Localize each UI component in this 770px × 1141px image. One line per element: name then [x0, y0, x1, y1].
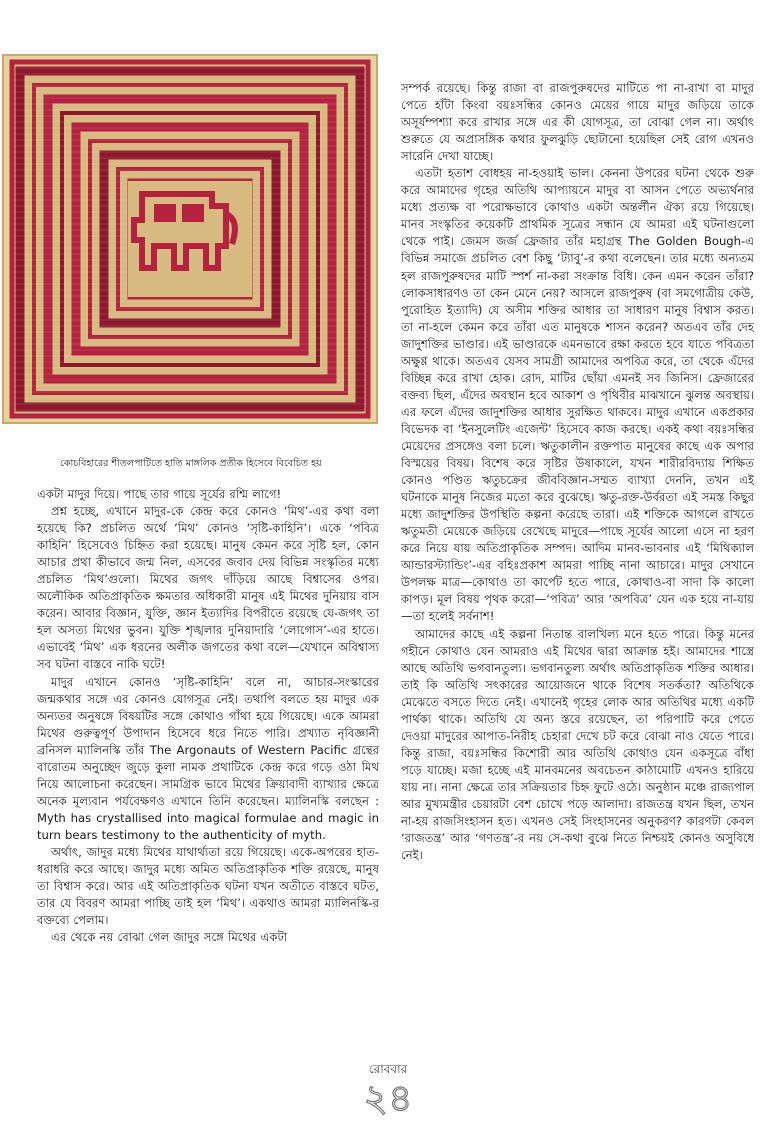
paragraph: একটা মাদুর দিয়ে। পাছে তার গায়ে সূর্যের রশ্মি লাগে!	[37, 487, 282, 501]
paragraph: অর্থাৎ, জাদুর মধ্যে মিথের যাথার্থ্যতা রয়ে গিয়েছে। একে-অপরের হাত-ধরাধরি করে আছে। জাদুর মধ্যে অমিত অতিপ্রাকৃতিক শক্তি রয়েছে, মানুষ তা বিশ্বাস করে। আর এই অতিপ্রাকৃতিক ঘটনা যখন অতীতে বাস্তবে ঘটত, তার যে বিবরণ আমরা পাচ্ছি তাই হল ‘মিথ’। একথাও আমরা ম্যালিনস্কি-র বক্তব্যে পেলাম।	[37, 844, 379, 928]
right-column	[401, 80, 754, 864]
magazine-name: রোববার	[368, 1062, 408, 1076]
paragraph: প্রশ্ন হচ্ছে, এখানে মাদুর-কে কেন্দ্র করে কোনও ‘মিথ’-এর কথা বলা হয়েছে কি? প্রচলিত অর্থে ‘মিথ’ কোনও ‘সৃষ্টি-কাহিনি’। একে ‘পবিত্র কাহিনি’ হিসেবেও চিহ্নিত করা হয়েছে। মানুষ কেমন করে সৃষ্টি হল, কোন আচার প্রথা কীভাবে জন্ম নিল, এসবের জবাব দেয় বিভিন্ন সংস্কৃতির মধ্যে প্রচলিত ‘মিথ’গুলো। মিথের জগৎ দাঁড়িয়ে আছে বিশ্বাসের ওপর। অলৌকিক অতিপ্রাকৃতিক ক্ষমতার অধিকারী মানুষ এই মিথের দুনিয়ায় বাস করেন। আবার বিজ্ঞান, যুক্তি, জ্ঞান ইত্যাদির বিপরীতে রয়েছে যে-জগৎ তা হল অসত্য মিথের ভুবন। যুক্তি শৃঙ্খলার দুনিয়াদারি ‘লোগোস’-এর হাতে। এভাবেই ‘মিথ’ এক ধরনের অলীক জগতের কথা বলে—যেখানে অবিশ্বাস্য সব ঘটনা বাস্তবে নাকি ঘটে!	[37, 504, 379, 672]
left-column	[37, 486, 379, 946]
woven-mat-elephant-image	[2, 54, 378, 424]
page-number: ২৪	[363, 1076, 413, 1120]
figure-caption: কোচবিহারের শীতলপাটিতে হাতি মাঙ্গলিক প্রতীক হিসেবে বিবেচিত হয়	[60, 458, 322, 469]
paragraph: আমাদের কাছে এই কল্পনা নিতান্ত বালখিল্য মনে হতে পারে। কিন্তু মনের গহীনে কোথাও যেন আমরাও এই মিথের দ্বারা আক্রান্ত হই। আমাদের শাস্ত্রে আছে অতিথি ভগবানতুল্য। ভগবানতুল্য অর্থাৎ অতিপ্রাকৃতিক শক্তির আধার। তাই কি অতিথি সৎকারের আয়োজনে থাকে বিশেষ সতর্কতা? অতিথিকে মেঝেতে বসতে দিতে নেই। এখানেই গৃহের লোক আর অতিথির মধ্যে একটি পার্থক্য থাকে। অতিথি যে অন্য স্তরে রয়েছেন, তা পরিপাটি করে পেতে দেওয়া মাদুরের আপাত-নিরীহ চেহারা দেখে চট করে বোঝা নাও যেতে পারে। কিন্তু রাজা, বয়ঃসন্ধির কিশোরী আর অতিথি কোথাও যেন একসূত্রে বাঁধা পড়ে যাচ্ছে। মজা হচ্ছে এই মানবমনের অবচেতন কাঠামোটি এখনও হারিয়ে যায় না। নানা ক্ষেত্রে তার সক্রিয়তার চিহ্ন ফুটে ওঠে। অনুষ্ঠান মঞ্চে রাজ্যপাল আর মুখ্যমন্ত্রীর চেয়ারটা বেশ চোখে পড়ে আলাদা। রাজতন্ত্র যখন ছিল, তখন না-হয় রাজসিংহাসন হত। এখনও সেই সিংহাসনের অনুকরণ? কারণটা কেবল ‘রাজতন্ত্র’ আর ‘গণতন্ত্র’-র নয় সে-কথা বুঝে নিতে নিশ্চয়ই কোনও অসুবিধে নেই।	[401, 626, 754, 863]
paragraph: মাদুর এখানে কোনও ‘সৃষ্টি-কাহিনি’ বলে না, আচার-সংস্কারের জন্মকথার সঙ্গে এর কোনও যোগসূত্র নেই। তথাপি বলতে হয় মাদুর এক অন্যতর অনুষঙ্গে বিষয়টির সঙ্গে কোথাও গাঁথা হয়ে গিয়েছে। একে আমরা মিথের গুরুত্বপূর্ণ উপাদান হিসেবে ধরে নিতে পারি। প্রখ্যাত নৃবিজ্ঞানী ব্রনিসল ম্যালিনস্কি তাঁর The Argonauts of Western Pacific গ্রন্থের বারোতম অনুচ্ছেদ জুড়ে কুলা নামক প্রথাটিকে কেন্দ্র করে গড়ে ওঠা মিথ নিয়ে আলোচনা করেছেন। সামগ্রিক ভাবে মিথের ক্রিয়াবাদী ব্যাখ্যার ক্ষেত্রে অনেক মূল্যবান পর্যবেক্ষণও এখানে তিনি করেছেন। ম্যালিনস্কি বলছেন : Myth has crystallised into magical formulae and magic in turn bears testimony to the authenticity of myth.	[37, 674, 379, 842]
paragraph: সম্পর্ক রয়েছে। কিন্তু রাজা বা রাজপুরুষদের মাটিতে পা না-রাখা বা মাদুর পেতে হাঁটা কিংবা বয়ঃসন্ধির কোনও মেয়ের গায়ে মাদুর জড়িয়ে তাকে অসূর্যম্পশ্যা করে রাখার সঙ্গে এর কী যোগসূত্র, তা বোঝা গেল না। অর্থাৎ শুরুতে যে অপ্রাসঙ্গিক কথার ফুলঝুড়ি ছোটানো হয়েছিল সেই রোগ এখনও সারেনি দেখা যাচ্ছে।	[401, 81, 754, 164]
paragraph: এতটা হতাশ বোধহয় না-হওয়াই ভাল। কেননা উপরের ঘটনা থেকে শুরু করে আমাদের গৃহের অতিথি আপ্যায়নে মাদুর বা আসন পেতে অভ্যর্থনার মধ্যে প্রত্যক্ষ বা পরোক্ষভাবে কোথাও একটা অন্তর্লীন ঐক্য রয়ে গিয়েছে। মানব সংস্কৃতির কয়েকটি প্রাথমিক সূত্রের সন্ধান যে আমরা এই ঘটনাগুলো থেকে পাই। জেমস জর্জ ফ্রেজার তাঁর মহাগ্রন্থ The Golden Bough-এ বিভিন্ন সমাজে প্রচলিত বেশ কিছু ‘ট্যাবু’-র কথা বলেছেন। তার মধ্যে অন্যতম হল রাজপুরুষদের মাটি স্পর্শ না-করা সংক্রান্ত বিধি। কেন এমন করেন তাঁরা? লোকসাধারণও তা কেন মেনে নেয়? আসলে রাজপুরুষ (বা সমগোত্রীয় কেউ, পুরোহিত ইত্যাদি) যে অসীম শক্তির আধার তা সাধারণ মানুষ বিশ্বাস করত। তা না-হলে কেমন করে তাঁরা এত মানুষকে শাসন করেন? অতএব তাঁর দেহ জাদুশক্তির ভাণ্ডার। এই ভাণ্ডারকে এমনভাবে রক্ষা করতে হবে যাতে পবিত্রতা অক্ষুণ্ণ থাকে। অতএব যেসব সামগ্রী আমাদের অপবিত্র করে, তা থেকে এঁদের বিচ্ছিন্ন করে রাখা হোক। রোদ, মাটির ছোঁয়া এমনই সব জিনিস। ফ্রেজারের বক্তব্য ছিল, এঁদের অবস্থান হবে আকাশ ও পৃথিবীর মাঝখানে ঝুলন্ত অবস্থায়। এর ফলে এঁদের জাদুশক্তির আধার সুরক্ষিত থাকবে। মাদুর এখানে একপ্রকার বিভেদক বা ‘ইনসুলেটিং এজেন্ট’ হিসেবে কাজ করছে। একই কথা বয়ঃসন্ধির মেয়েদের প্রসঙ্গেও বলা চলে। ঋতুকালীন রক্তপাত মানুষের কাছে এক অপার বিস্ময়ের বিষয়। বিশেষ করে সৃষ্টির উষাকালে, যখন শারীরবিদ্যায় শিক্ষিত কোনও পণ্ডিত ঋতুচক্রের জীববিজ্ঞান-সম্মত ব্যাখ্যা দেননি, তখন এই ঘটনাকে মানুষ নিজের মতো করে বুঝেছে। ঋতু-রক্ত-উর্বরতা এই সমস্ত কিছুর মধ্যে জাদুশক্তির উপস্থিতি কল্পনা করেছে তারা। এই শক্তিকে আগলে রাখতে ঋতুমতী মেয়েকে জড়িয়ে রেখেছে মাদুরে—পাছে সূর্যের আলো এসে না হরণ করে নিয়ে যায় অতিপ্রাকৃতিক সম্পদ। আদিম মানব-ভাবনার এই ‘মিথিক্যাল আন্ডারস্ট্যান্ডিং’-এর বহিঃপ্রকাশ আমরা পাচ্ছি নানা আচারে। মাদুর সেখানে উপলক্ষ মাত্র—কোথাও তা কার্পেট হতে পারে, কোথাও-বা সাদা কি কালো কাপড়। মূল বিষয় পৃথক করো—‘পবিত্র’ আর ‘অপবিত্র’ যেন এক হয়ে না-যায়—তা হলেই সর্বনাশ!	[401, 166, 754, 624]
paragraph: এর থেকে নয় বোঝা গেল জাদুর সঙ্গে মিথের একটা	[51, 930, 288, 945]
mat-photo	[2, 54, 378, 424]
